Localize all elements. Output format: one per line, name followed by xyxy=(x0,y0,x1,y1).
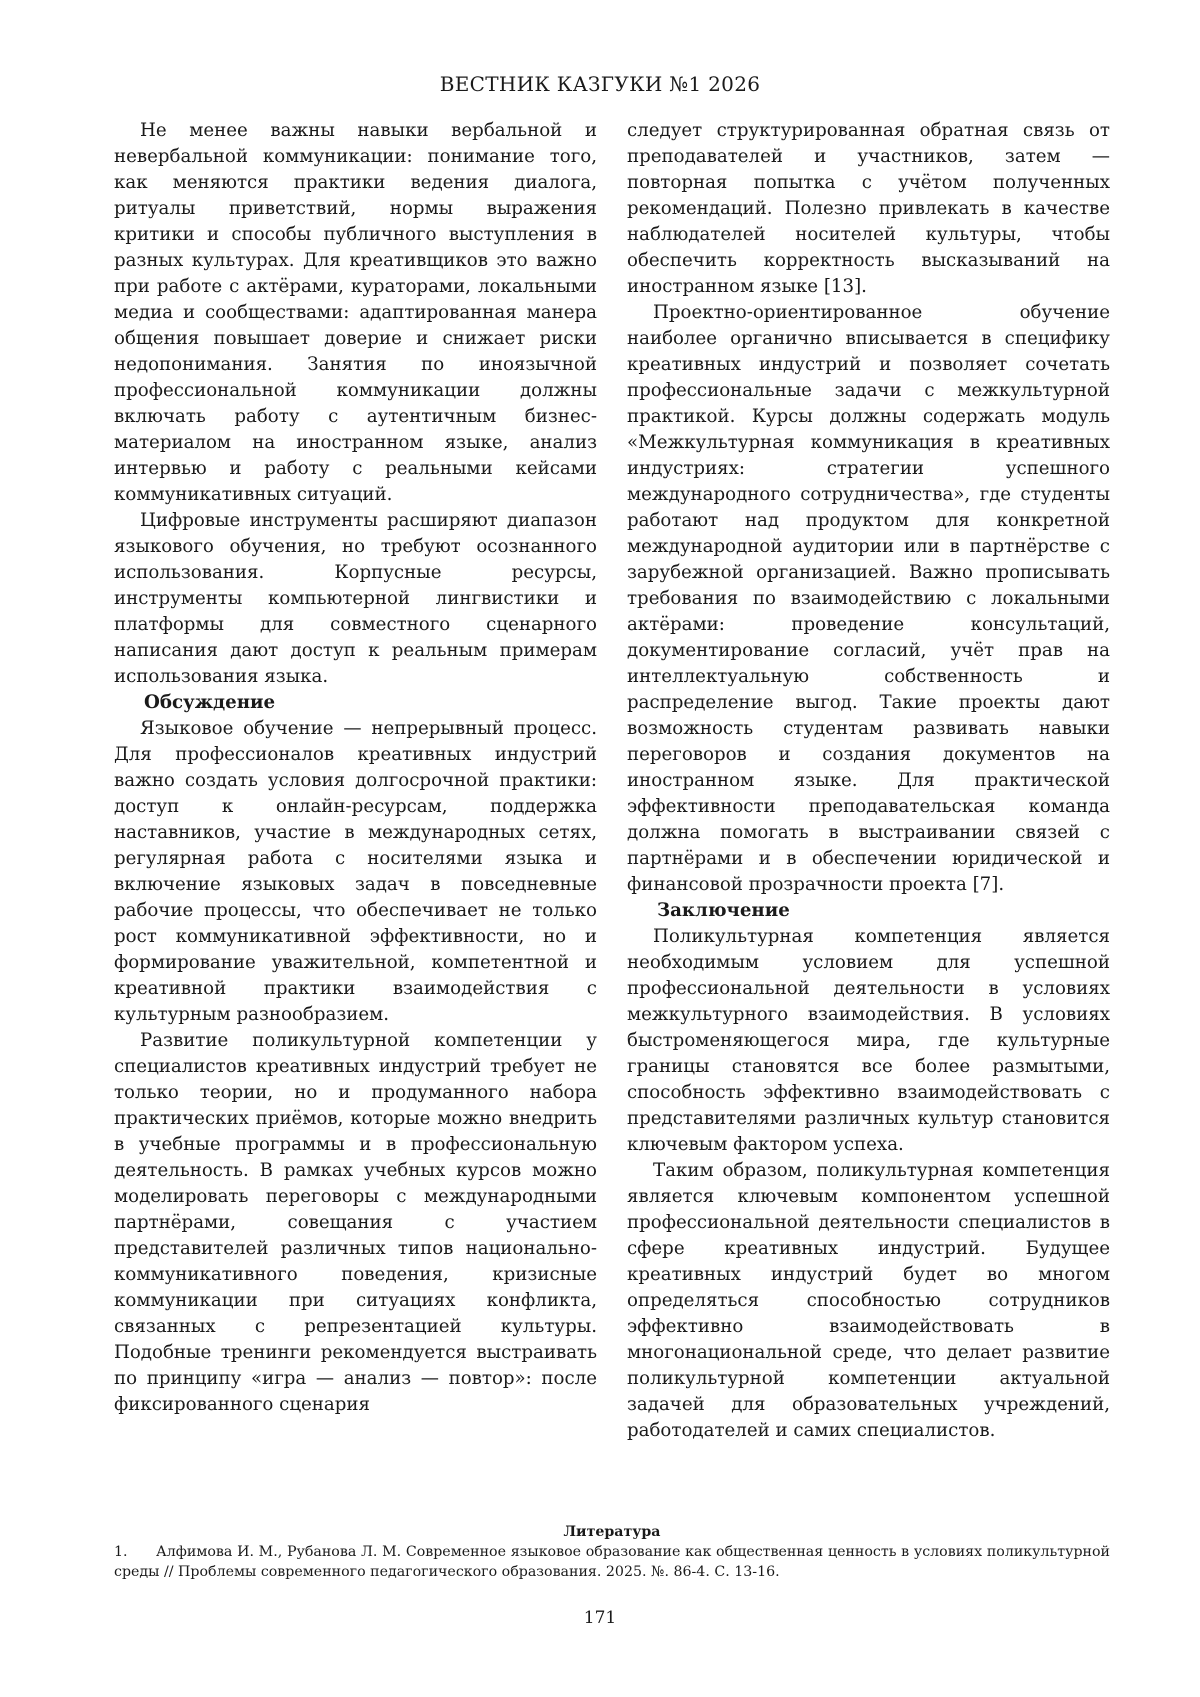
paragraph: Поликультурная компетенция является необходимым условием для успешной профессиональной деятельности в условиях межкультурного взаимодействия. В условиях быстроменяющегося мира, где культурные границы становятся все более размытыми, способность эффективно взаимодействовать с представителями различных культур становится ключевым фактором успеха. xyxy=(627,926,1110,1155)
paragraph: Развитие поликультурной компетенции у специалистов креативных индустрий требует не только теории, но и продуманного набора практических приёмов, которые можно внедрить в учебные программы и в профессиональную деятельность. В рамках учебных курсов можно моделировать переговоры с международными партнёрами, совещания с участием представителей различных типов национально-коммуникативного поведения, кризисные коммуникации при ситуациях конфликта, связанных с репрезентацией культуры. Подобные тренинги рекомендуется выстраивать по принципу «игра — анализ — повтор»: после фиксированного сценария xyxy=(114,1030,597,1415)
left-column xyxy=(114,118,597,1418)
references-section xyxy=(114,1522,1110,1582)
section-heading-conclusion: Заключение xyxy=(657,900,790,921)
paragraph: Не менее важны навыки вербальной и невербальной коммуникации: понимание того, как меняются практики ведения диалога, ритуалы приветствий, нормы выражения критики и способы публичного выступления в разных культурах. Для креативщиков это важно при работе с актёрами, кураторами, локальными медиа и сообществами: адаптированная манера общения повышает доверие и снижает риски недопонимания. Занятия по иноязычной профессиональной коммуникации должны включать работу с аутентичным бизнес-материалом на иностранном языке, анализ интервью и работу с реальными кейсами коммуникативных ситуаций. xyxy=(114,120,597,505)
paragraph: Цифровые инструменты расширяют диапазон языкового обучения, но требуют осознанного использования. Корпусные ресурсы, инструменты компьютерной лингвистики и платформы для совместного сценарного написания дают доступ к реальным примерам использования языка. xyxy=(114,510,597,687)
paragraph-continued: следует структурированная обратная связь от преподавателей и участников, затем — повторная попытка с учётом полученных рекомендаций. Полезно привлекать в качестве наблюдателей носителей культуры, чтобы обеспечить корректность высказываний на иностранном языке [13]. xyxy=(627,120,1110,297)
paragraph: Проектно-ориентированное обучение наиболее органично вписывается в специфику креативных индустрий и позволяет сочетать профессиональные задачи с межкультурной практикой. Курсы должны содержать модуль «Межкультурная коммуникация в креативных индустриях: стратегии успешного международного сотрудничества», где студенты работают над продуктом для конкретной международной аудитории или в партнёрстве с зарубежной организацией. Важно прописывать требования по взаимодействию с локальными актёрами: проведение консультаций, документирование согласий, учёт прав на интеллектуальную собственность и распределение выгод. Такие проекты дают возможность студентам развивать навыки переговоров и создания документов на иностранном языке. Для практической эффективности преподавательская команда должна помогать в выстраивании связей с партнёрами и в обеспечении юридической и финансовой прозрачности проекта [7]. xyxy=(627,302,1110,895)
reference-text: Алфимова И. М., Рубанова Л. М. Современное языковое образование как общественная ценность в условиях поликультурной среды // Проблемы современного педагогического образования. 2025. №. 86-4. С. 13-16. xyxy=(114,1544,1110,1580)
paragraph: Языковое обучение — непрерывный процесс. Для профессионалов креативных индустрий важно создать условия долгосрочной практики: доступ к онлайн-ресурсам, поддержка наставников, участие в международных сетях, регулярная работа с носителями языка и включение языковых задач в повседневные рабочие процессы, что обеспечивает не только рост коммуникативной эффективности, но и формирование уважительной, компетентной и креативной практики взаимодействия с культурным разнообразием. xyxy=(114,718,597,1025)
journal-header: ВЕСТНИК КАЗГУКИ №1 2026 xyxy=(439,72,761,96)
page-number: 171 xyxy=(583,1608,617,1628)
right-column xyxy=(627,118,1110,1444)
paragraph: Таким образом, поликультурная компетенция является ключевым компонентом успешной профессиональной деятельности специалистов в сфере креативных индустрий. Будущее креативных индустрий будет во многом определяться способностью сотрудников эффективно взаимодействовать в многонациональной среде, что делает развитие поликультурной компетенции актуальной задачей для образовательных учреждений, работодателей и самих специалистов. xyxy=(627,1160,1110,1441)
reference-item xyxy=(114,1542,1110,1582)
reference-number: 1. xyxy=(114,1544,128,1560)
references-title: Литература xyxy=(563,1524,661,1540)
section-heading-discussion: Обсуждение xyxy=(144,692,276,713)
